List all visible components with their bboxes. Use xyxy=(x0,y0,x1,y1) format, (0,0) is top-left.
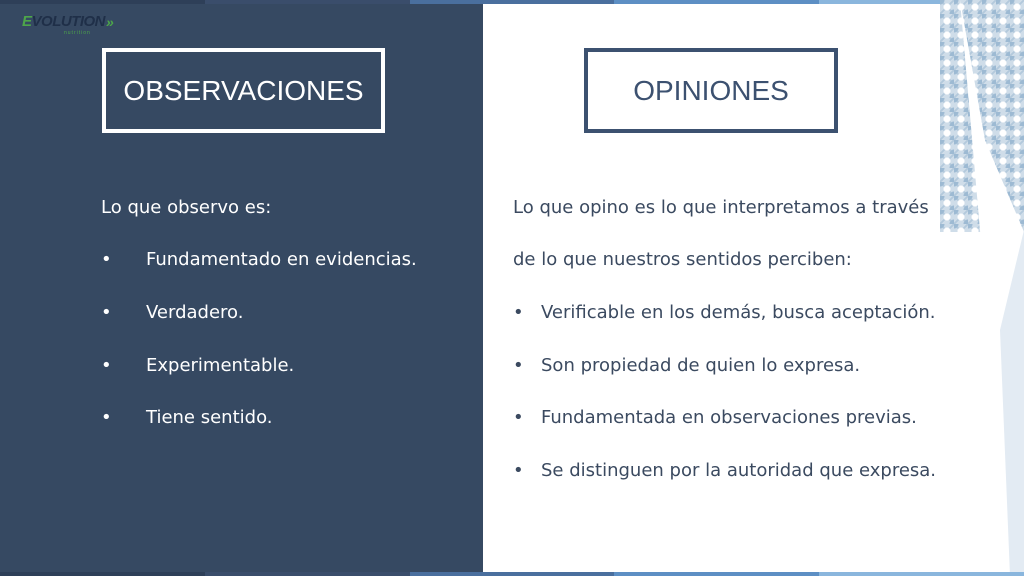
bullet-icon: • xyxy=(101,249,112,270)
observaciones-title: OBSERVACIONES xyxy=(102,48,385,133)
list-item-text: Se distinguen por la autoridad que expresa. xyxy=(541,460,937,481)
opiniones-intro-line1: Lo que opino es lo que interpretamos a través xyxy=(513,197,929,218)
list-item-text: Verificable en los demás, busca aceptación. xyxy=(541,302,936,323)
bullet-icon: • xyxy=(101,407,112,428)
company-logo xyxy=(22,14,113,42)
bullet-icon: • xyxy=(513,460,524,481)
opiniones-title: OPINIONES xyxy=(584,48,838,133)
bullet-icon: • xyxy=(513,407,524,428)
bullet-icon: • xyxy=(513,355,524,376)
bullet-icon: • xyxy=(513,302,524,323)
bottom-accent-bar xyxy=(0,572,1024,576)
logo-subtitle: nutrition xyxy=(64,30,91,36)
bullet-icon: • xyxy=(101,302,112,323)
opiniones-intro-line2: de lo que nuestros sentidos perciben: xyxy=(513,249,852,270)
logo-arrows-icon: » xyxy=(106,14,114,30)
list-item-text: Fundamentada en observaciones previas. xyxy=(541,407,917,428)
logo-letter: E xyxy=(22,13,32,30)
list-item-text: Verdadero. xyxy=(146,302,244,323)
observaciones-intro: Lo que observo es: xyxy=(101,197,272,218)
decorative-pattern xyxy=(940,0,1024,232)
list-item-text: Fundamentado en evidencias. xyxy=(146,249,417,270)
list-item-text: Son propiedad de quien lo expresa. xyxy=(541,355,861,376)
bullet-icon: • xyxy=(101,355,112,376)
list-item-text: Experimentable. xyxy=(146,355,295,376)
list-item-text: Tiene sentido. xyxy=(146,407,273,428)
logo-wordmark: VOLUTION xyxy=(31,13,106,30)
